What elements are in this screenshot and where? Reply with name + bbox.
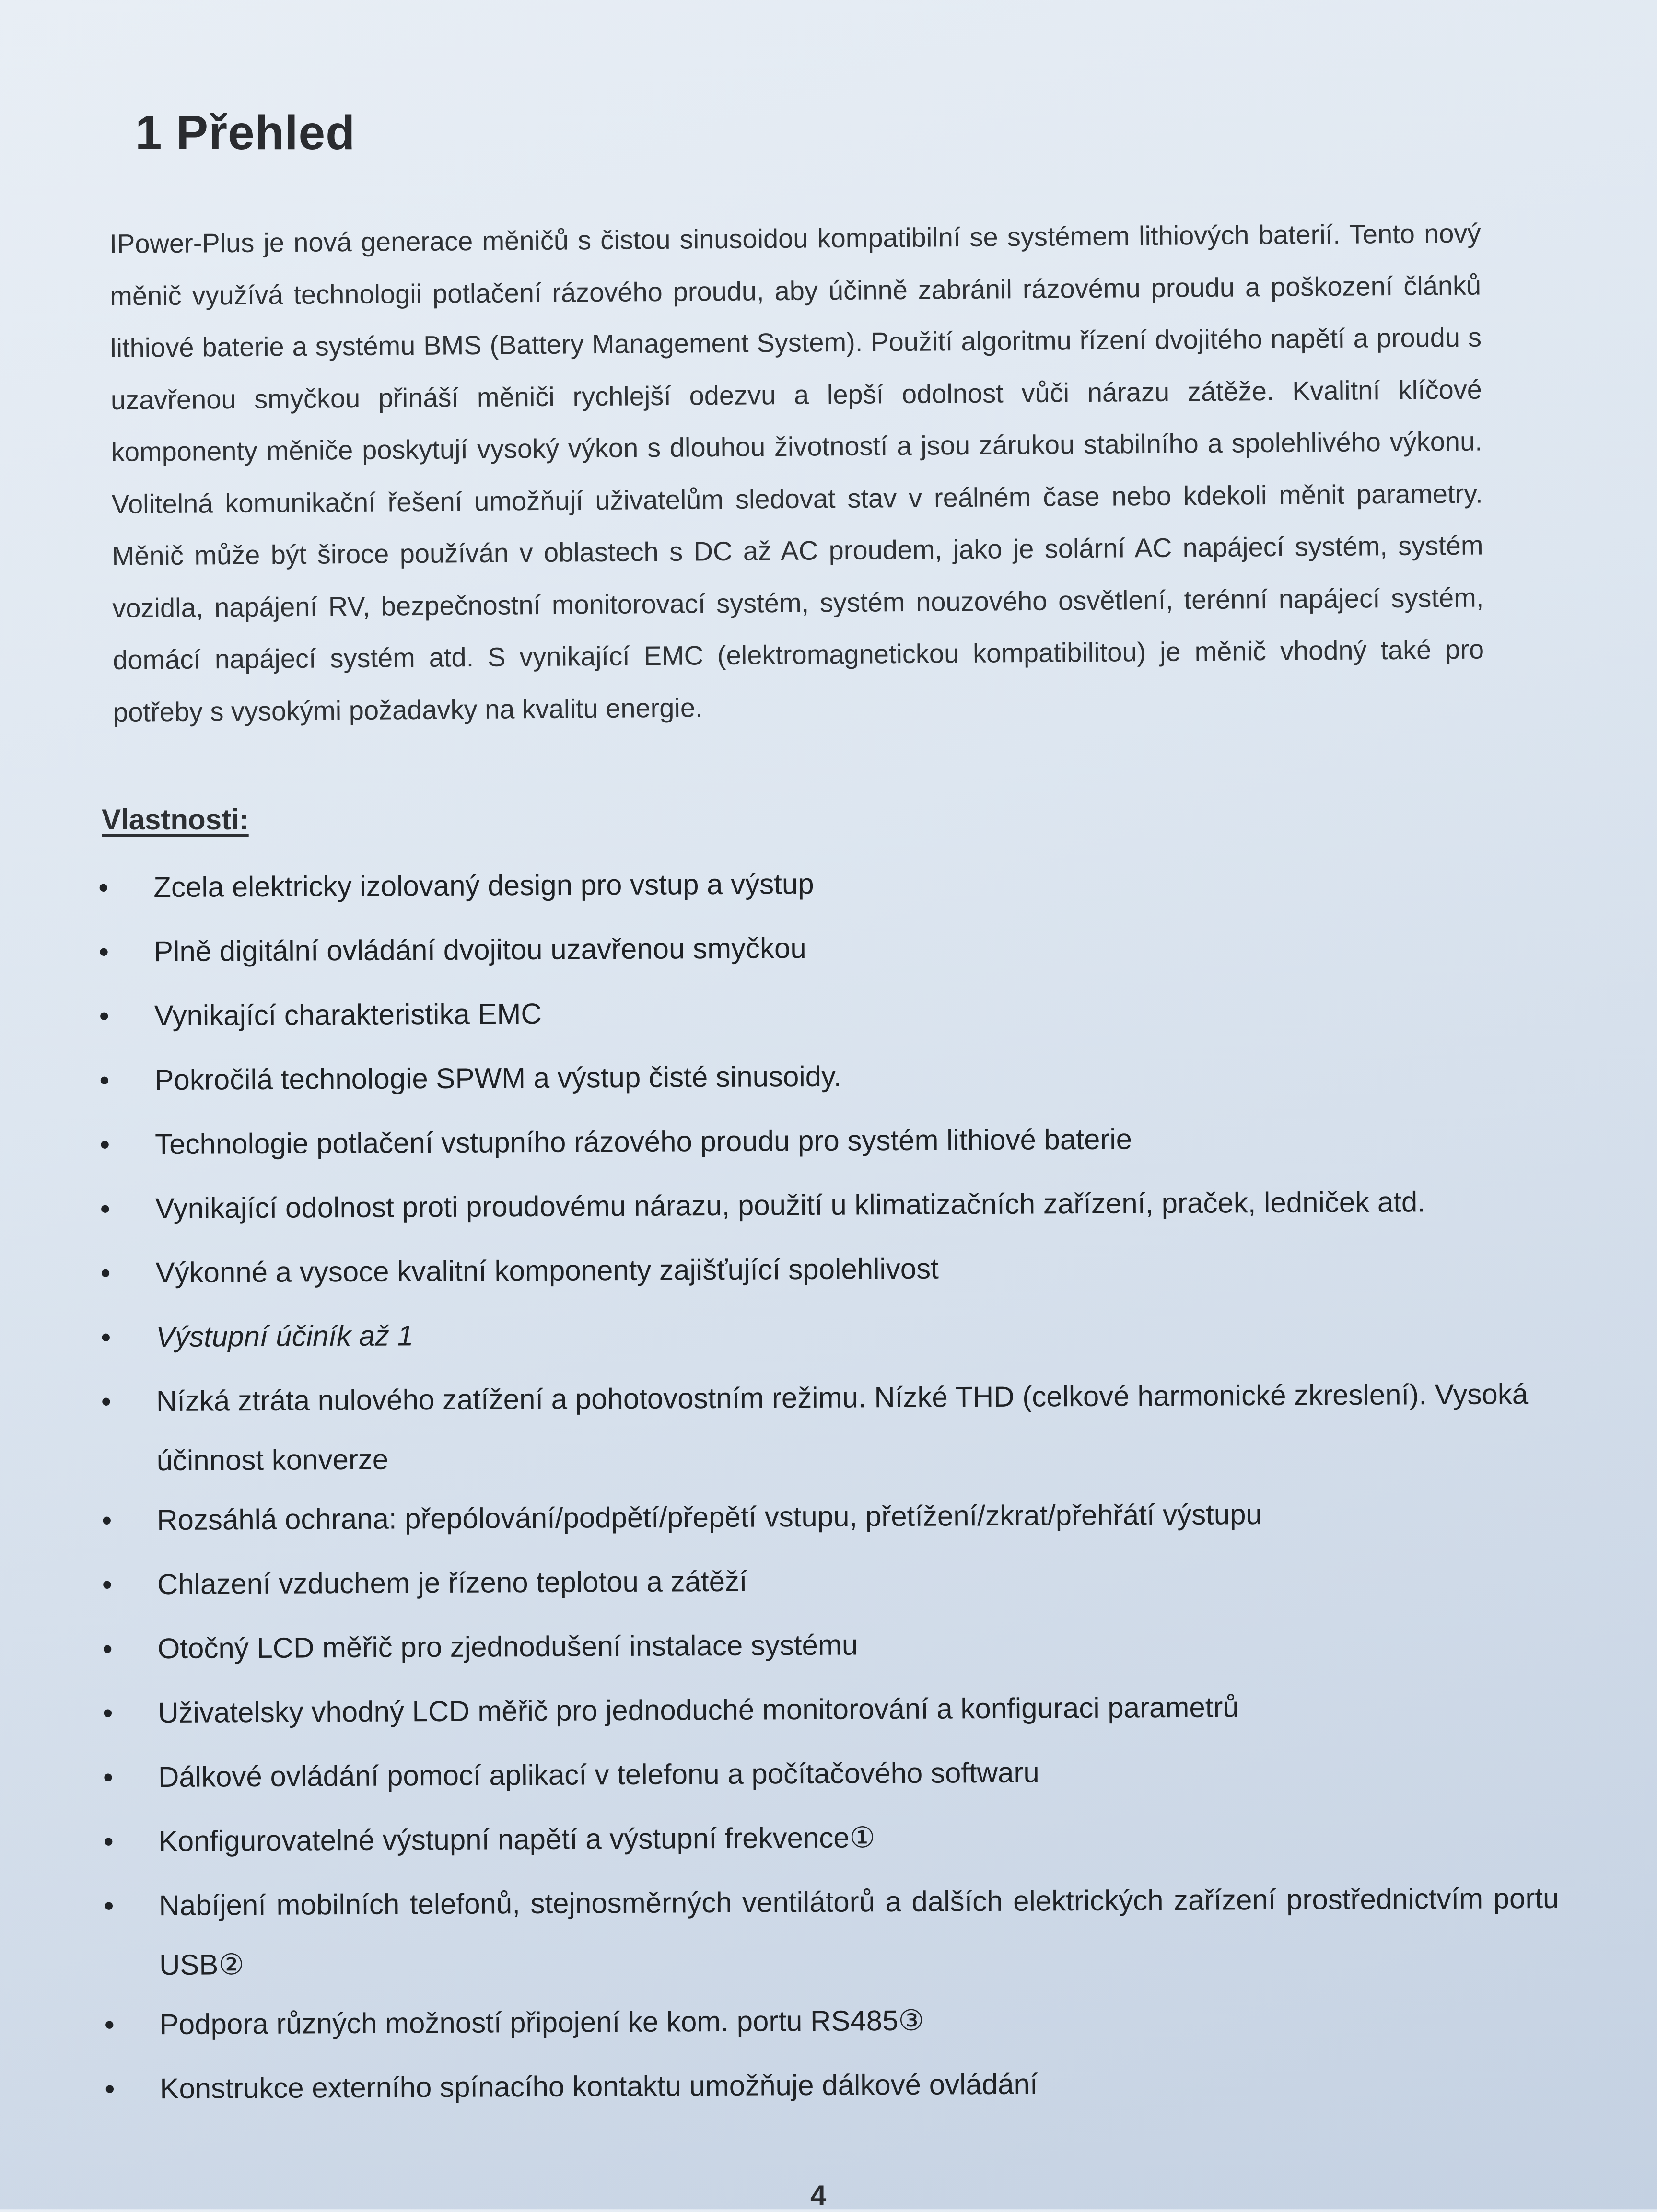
feature-text: Uživatelsky vhodný LCD měřič pro jednoduché monitorování a konfiguraci parametrů xyxy=(158,1691,1239,1729)
bullet-icon: • xyxy=(101,1385,112,1418)
bullet-icon: • xyxy=(100,1192,111,1225)
bullet-icon: • xyxy=(103,1825,114,1858)
feature-item xyxy=(78,2052,1560,2124)
bullet-icon: • xyxy=(104,2008,115,2041)
feature-item xyxy=(74,1300,1556,1372)
feature-item xyxy=(73,1043,1555,1115)
bullet-icon: • xyxy=(102,1504,112,1537)
feature-item xyxy=(76,1676,1558,1748)
bullet-icon: • xyxy=(100,1257,111,1289)
feature-item xyxy=(74,1236,1556,1308)
feature-text: Nabíjení mobilních telefonů, stejnosměrných ventilátorů a dalších elektrických zařízení prostřednictvím portu USB② xyxy=(159,1882,1559,1981)
features-heading: Vlastnosti: xyxy=(102,803,249,836)
bullet-icon: • xyxy=(102,1632,113,1665)
feature-item xyxy=(76,1612,1558,1684)
bullet-icon: • xyxy=(98,871,109,904)
feature-text: Vynikající odolnost proti proudovému nárazu, použití u klimatizačních zařízení, praček, ledniček atd. xyxy=(155,1186,1426,1225)
page-number: 4 xyxy=(810,2179,827,2212)
feature-item xyxy=(72,850,1554,922)
feature-item xyxy=(76,1548,1558,1619)
features-list xyxy=(72,850,1560,2124)
feature-text: Výkonné a vysoce kvalitní komponenty zajišťující spolehlivost xyxy=(155,1252,939,1289)
bullet-icon: • xyxy=(99,1000,109,1032)
feature-item xyxy=(77,1740,1559,1812)
bullet-icon: • xyxy=(98,935,109,968)
feature-text: Otočný LCD měřič pro zjednodušení instalace systému xyxy=(157,1629,858,1665)
feature-text: Rozsáhlá ochrana: přepólování/podpětí/přepětí vstupu, přetížení/zkrat/přehřátí výstupu xyxy=(157,1498,1262,1537)
bullet-icon: • xyxy=(103,1761,114,1793)
bullet-icon: • xyxy=(103,1697,113,1729)
feature-text: Chlazení vzduchem je řízeno teplotou a zátěží xyxy=(157,1565,747,1601)
feature-text: Plně digitální ovládání dvojitou uzavřenou smyčkou xyxy=(153,931,806,968)
feature-item xyxy=(75,1364,1557,1491)
feature-item xyxy=(77,1805,1559,1876)
feature-text: Konfigurovatelné výstupní napětí a výstupní frekvence① xyxy=(158,1821,875,1858)
bullet-icon: • xyxy=(102,1568,113,1601)
feature-text: Nízká ztráta nulového zatížení a pohotovostním režimu. Nízké THD (celkové harmonické zkreslení). Vysoká účinnost konverze xyxy=(156,1378,1529,1477)
feature-item xyxy=(72,979,1554,1051)
feature-item xyxy=(73,1107,1555,1179)
feature-text: Technologie potlačení vstupního rázového proudu pro systém lithiové baterie xyxy=(154,1123,1132,1161)
feature-item xyxy=(78,1988,1560,2060)
feature-item xyxy=(75,1483,1557,1555)
feature-text: Dálkové ovládání pomocí aplikací v telefonu a počítačového softwaru xyxy=(158,1756,1039,1793)
feature-text: Podpora různých možností připojení ke kom. portu RS485③ xyxy=(159,2004,924,2041)
feature-text: Výstupní účiník až 1 xyxy=(156,1319,414,1353)
section-heading: 1 Přehled xyxy=(135,106,356,160)
feature-item xyxy=(72,915,1554,987)
feature-text: Konstrukce externího spínacího kontaktu umožňuje dálkové ovládání xyxy=(160,2068,1038,2105)
bullet-icon: • xyxy=(99,1128,110,1161)
feature-item xyxy=(77,1869,1559,1995)
bullet-icon: • xyxy=(99,1064,110,1096)
feature-text: Zcela elektricky izolovaný design pro vstup a výstup xyxy=(153,867,814,904)
bullet-icon: • xyxy=(104,1889,114,1922)
feature-item xyxy=(74,1172,1556,1244)
bullet-icon: • xyxy=(101,1321,111,1353)
intro-paragraph: IPower-Plus je nová generace měničů s čistou sinusoidou kompatibilní se systémem lithiových baterií. Tento nový měnič využívá technologii potlačení rázového proudu, aby účinně zabránil rázovému proudu a poškození článků lithiové baterie a systému BMS (Battery Management System). Použití algoritmu řízení dvojitého napětí a proudu s uzavřenou smyčkou přináší měniči rychlejší odezvu a lepší odolnost vůči nárazu zátěže. Kvalitní klíčové komponenty měniče poskytují vysoký výkon s dlouhou životností a jsou zárukou stabilního a spolehlivého výkonu. Volitelná komunikační řešení umožňují uživatelům sledovat stav v reálném čase nebo kdekoli měnit parametry. Měnič může být široce používán v oblastech s DC až AC proudem, jako je solární AC napájecí systém, systém vozidla, napájení RV, bezpečnostní monitorovací systém, systém nouzového osvětlení, terénní napájecí systém, domácí napájecí systém atd. S vynikající EMC (elektromagnetickou kompatibilitou) je měnič vhodný také pro potřeby s vysokými požadavky na kvalitu energie. xyxy=(109,218,1484,727)
feature-text: Vynikající charakteristika EMC xyxy=(154,997,542,1032)
bullet-icon: • xyxy=(105,2072,115,2105)
feature-text: Pokročilá technologie SPWM a výstup čisté sinusoidy. xyxy=(154,1060,842,1096)
